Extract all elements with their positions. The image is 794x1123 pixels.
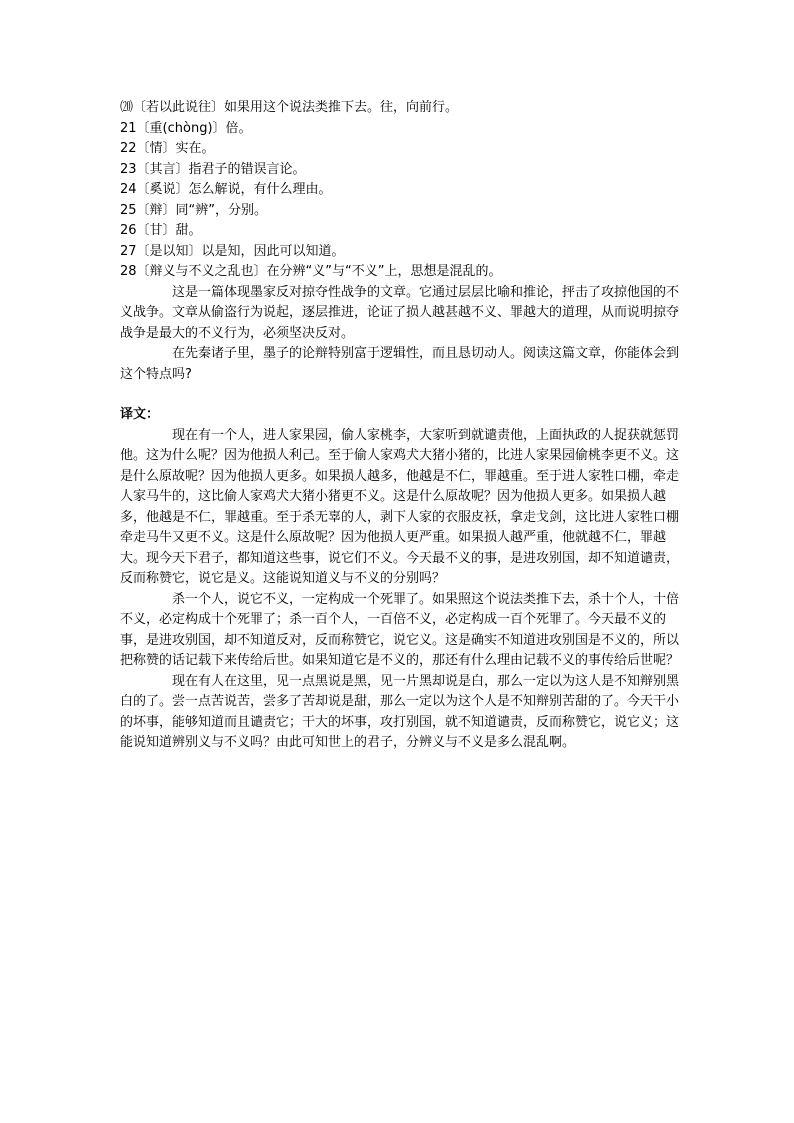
annotation-27: 27〔是以知〕以是知，因此可以知道。 [120, 243, 345, 259]
annotation-list [120, 98, 680, 283]
translation-paragraph-3: 现在有人在这里，见一点黑说是黑，见一片黑却说是白，那么一定以为这人是不知辩别黑白的了。尝一点苦说苦，尝多了苦却说是甜，那么一定以为这个人是不知辩别苦甜的了。今天干小的坏事，能够知道而且谴责它；干大的坏事，攻打别国，就不知道谴责，反而称赞它，说它义；这能说知道辨别义与不义吗？由此可知世上的君子，分辨义与不义是多么混乱啊。 [120, 673, 680, 750]
annotation-22: 22〔情〕实在。 [120, 141, 215, 156]
document-page [120, 98, 680, 754]
translation-paragraph-1: 现在有一个人，进人家果园，偷人家桃李，大家听到就谴责他，上面执政的人捉获就惩罚他。这为什么呢？因为他损人利己。至于偷人家鸡犬大猪小猪的，比进人家果园偷桃李更不义。这是什么原故呢？因为他损人更多。如果损人越多，他越是不仁，罪越重。至于进人家牲口棚，牵走人家马牛的，这比偷人家鸡犬大猪小猪更不义。这是什么原故呢？因为他损人更多。如果损人越多，他越是不仁，罪越重。至于杀无辜的人，剥下人家的衣服皮袄，拿走戈剑，这比进人家牲口棚牵走马牛又更不义。这是什么原故呢？因为他损人更严重。如果损人越严重，他就越不仁，罪越大。现今天下君子，都知道这些事，说它们不义。今天最不义的事，是进攻别国，却不知道谴责，反而称赞它，说它是义。这能说知道义与不义的分别吗？ [120, 427, 680, 586]
section-gap [120, 385, 680, 405]
commentary-paragraph-2: 在先秦诸子里，墨子的论辩特别富于逻辑性，而且恳切动人。阅读这篇文章，你能体会到这个特点吗? [120, 346, 680, 382]
translation-paragraph-2: 杀一个人，说它不义，一定构成一个死罪了。如果照这个说法类推下去，杀十个人，十倍不义，必定构成十个死罪了；杀一百个人，一百倍不义，必定构成一百个死罪了。今天最不义的事，是进攻别国，却不知道反对，反而称赞它，说它义。这是确实不知道进攻别国是不义的，所以把称赞的话记载下来传给后世。如果知道它是不义的，那还有什么理由记载不义的事传给后世呢？ [120, 591, 680, 668]
annotation-26: 26〔甘〕甜。 [120, 223, 202, 238]
annotation-21: 21〔重(chòng)〕倍。 [120, 120, 252, 136]
commentary-paragraph-1: 这是一篇体现墨家反对掠夺性战争的文章。它通过层层比喻和推论，抨击了攻掠他国的不义战争。文章从偷盗行为说起，逐层推进，论证了损人越甚越不义、罪越大的道理，从而说明掠夺战争是最大的不义行为，必须坚决反对。 [120, 284, 680, 341]
annotation-23: 23〔其言〕指君子的错误言论。 [120, 161, 306, 177]
annotation-28: 28〔辩义与不义之乱也〕在分辨“义”与“不义”上，思想是混乱的。 [120, 264, 502, 279]
translation-heading: 译文： [120, 407, 160, 422]
annotation-25: 25〔辩〕同“辨”，分别。 [120, 202, 268, 218]
annotation-20: ⒇〔若以此说往〕如果用这个说法类推下去。往，向前行。 [120, 100, 459, 115]
annotation-24: 24〔奚说〕怎么解说，有什么理由。 [120, 182, 332, 197]
